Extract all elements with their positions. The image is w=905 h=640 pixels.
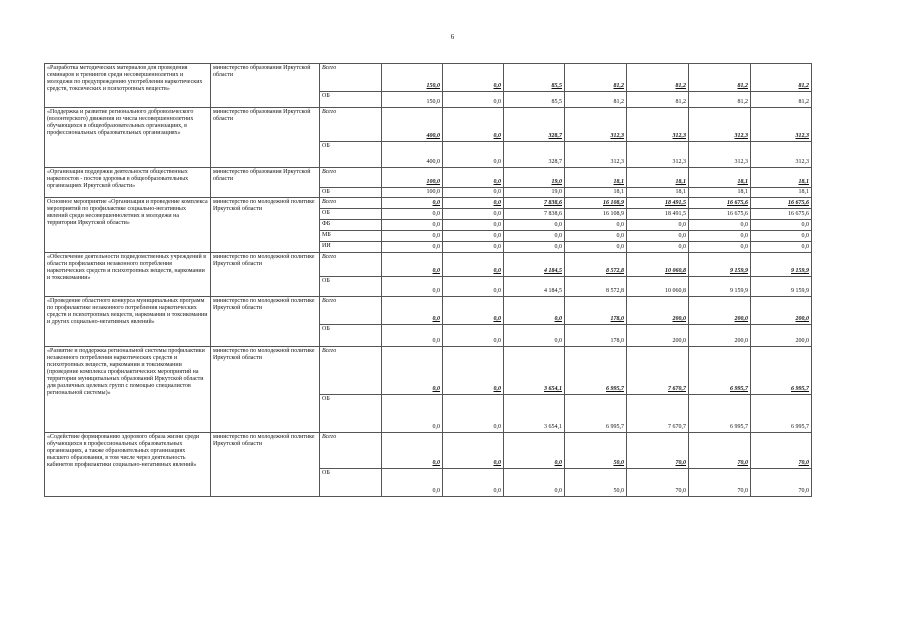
amount-cell: 312,3 [565, 142, 627, 168]
amount-cell: 18,1 [565, 168, 627, 188]
amount-cell: 0,0 [443, 242, 504, 253]
amount-cell: 0,0 [443, 347, 504, 395]
amount-cell: 8 572,8 [565, 277, 627, 297]
amount-cell: 0,0 [565, 242, 627, 253]
amount-cell: 18,1 [627, 188, 689, 198]
amount-cell: 0,0 [443, 209, 504, 220]
amount-cell: 70,0 [751, 469, 812, 497]
table-row [45, 168, 812, 188]
executor: министерство образования Иркутской области [211, 168, 320, 198]
amount-cell: 0,0 [382, 198, 443, 209]
amount-cell: 10 060,8 [627, 253, 689, 277]
amount-cell: 312,3 [689, 108, 751, 142]
budget-table [44, 63, 812, 497]
amount-cell: 200,0 [627, 325, 689, 347]
amount-cell: 6 995,7 [565, 395, 627, 433]
amount-cell: 18 491,5 [627, 209, 689, 220]
amount-cell: 0,0 [382, 395, 443, 433]
amount-cell: 7 670,7 [627, 347, 689, 395]
amount-cell: 18,1 [689, 168, 751, 188]
amount-cell: 0,0 [443, 92, 504, 108]
executor: министерство по молодежной политике Иркутской области [211, 253, 320, 297]
amount-cell: 400,0 [382, 108, 443, 142]
amount-cell: 10 060,8 [627, 277, 689, 297]
amount-cell: 312,3 [565, 108, 627, 142]
amount-cell: 19,0 [504, 188, 565, 198]
amount-cell: 0,0 [751, 220, 812, 231]
amount-cell: 6 995,7 [751, 395, 812, 433]
amount-cell: 0,0 [443, 253, 504, 277]
amount-cell: 6 995,7 [689, 395, 751, 433]
amount-cell: 400,0 [382, 142, 443, 168]
executor: министерство по молодежной политике Иркутской области [211, 198, 320, 253]
amount-cell: 0,0 [504, 242, 565, 253]
executor: министерство по молодежной политике Иркутской области [211, 433, 320, 497]
amount-cell: 328,7 [504, 142, 565, 168]
amount-cell: 100,0 [382, 188, 443, 198]
amount-cell: 81,2 [751, 64, 812, 92]
amount-cell: 0,0 [689, 220, 751, 231]
measure-name: «Содействие формированию здорового образа жизни среди обучающихся в профессиональных образовательных организациях, а также образовательных организациях высшего образования, в том числе через деятельность кабинетов профилактики социально-негативных явлений» [45, 433, 211, 497]
measure-name: «Разработка методических материалов для проведения семинаров и тренингов среди несовершеннолетних и молодежи по предупреждению употребления наркотических средств, токсических и психотропных веществ» [45, 64, 211, 108]
amount-cell: 9 159,9 [689, 277, 751, 297]
funding-source: ОБ [320, 277, 382, 297]
amount-cell: 81,2 [751, 92, 812, 108]
amount-cell: 200,0 [689, 297, 751, 325]
amount-cell: 81,2 [565, 64, 627, 92]
amount-cell: 0,0 [382, 209, 443, 220]
measure-name: «Поддержка и развитие регионального добровольческого (волонтерского) движения из числа несовершеннолетних обучающихся в общеобразовательных организациях, в профессиональных образовательных организациях» [45, 108, 211, 168]
amount-cell: 4 184,5 [504, 253, 565, 277]
amount-cell: 18,1 [627, 168, 689, 188]
amount-cell: 0,0 [443, 220, 504, 231]
amount-cell: 85,5 [504, 92, 565, 108]
funding-source: ОБ [320, 395, 382, 433]
executor: министерство по молодежной политике Иркутской области [211, 297, 320, 347]
table-row [45, 347, 812, 395]
funding-source: ОБ [320, 142, 382, 168]
amount-cell: 0,0 [382, 297, 443, 325]
amount-cell: 178,0 [565, 297, 627, 325]
amount-cell: 312,3 [751, 108, 812, 142]
amount-cell: 0,0 [689, 242, 751, 253]
amount-cell: 312,3 [627, 142, 689, 168]
funding-source: ОБ [320, 325, 382, 347]
amount-cell: 50,0 [565, 469, 627, 497]
amount-cell: 328,7 [504, 108, 565, 142]
amount-cell: 0,0 [443, 142, 504, 168]
funding-source: Всего [320, 198, 382, 209]
amount-cell: 0,0 [504, 231, 565, 242]
amount-cell: 16 675,6 [751, 198, 812, 209]
page-number: 6 [450, 33, 455, 41]
measure-name: «Проведение областного конкурса муниципальных программ по профилактике незаконного потребления наркотических средств и психотропных веществ, наркомании и токсикомании и других социально-негативных явлений» [45, 297, 211, 347]
amount-cell: 0,0 [689, 231, 751, 242]
measure-name: «Развитие и поддержка региональной системы профилактики незаконного потребления наркотических средств и психотропных веществ, наркомании и токсикомании (проведение комплекса профилактических мероприятий на территории муниципальных образований Иркутской области для различных целевых групп с помощью специалистов региональной системы)» [45, 347, 211, 433]
amount-cell: 0,0 [627, 220, 689, 231]
table-row [45, 64, 812, 92]
amount-cell: 0,0 [565, 231, 627, 242]
amount-cell: 3 654,1 [504, 347, 565, 395]
amount-cell: 81,2 [627, 92, 689, 108]
funding-source: ОБ [320, 469, 382, 497]
amount-cell: 0,0 [382, 253, 443, 277]
amount-cell: 16 675,6 [751, 209, 812, 220]
amount-cell: 0,0 [504, 325, 565, 347]
table-row [45, 433, 812, 469]
amount-cell: 19,0 [504, 168, 565, 188]
amount-cell: 0,0 [443, 325, 504, 347]
amount-cell: 200,0 [689, 325, 751, 347]
table-row [45, 253, 812, 277]
measure-name: «Обеспечение деятельности подведомственных учреждений в области профилактики незаконного потребления наркотических средств и психотропных веществ, наркомании и токсикомании» [45, 253, 211, 297]
amount-cell: 9 159,9 [751, 253, 812, 277]
amount-cell: 0,0 [443, 108, 504, 142]
funding-source: Всего [320, 253, 382, 277]
amount-cell: 16 675,6 [689, 198, 751, 209]
amount-cell: 70,0 [689, 433, 751, 469]
amount-cell: 0,0 [504, 469, 565, 497]
amount-cell: 18,1 [751, 188, 812, 198]
amount-cell: 18,1 [689, 188, 751, 198]
amount-cell: 3 654,1 [504, 395, 565, 433]
funding-source: ОБ [320, 209, 382, 220]
amount-cell: 0,0 [382, 433, 443, 469]
amount-cell: 0,0 [443, 395, 504, 433]
amount-cell: 0,0 [382, 242, 443, 253]
amount-cell: 16 108,9 [565, 198, 627, 209]
amount-cell: 81,2 [689, 64, 751, 92]
amount-cell: 200,0 [751, 297, 812, 325]
amount-cell: 0,0 [443, 188, 504, 198]
amount-cell: 81,2 [565, 92, 627, 108]
table-row [45, 297, 812, 325]
amount-cell: 18,1 [751, 168, 812, 188]
amount-cell: 9 159,9 [689, 253, 751, 277]
amount-cell: 200,0 [751, 325, 812, 347]
amount-cell: 200,0 [627, 297, 689, 325]
amount-cell: 81,2 [689, 92, 751, 108]
measure-name: «Организация поддержки деятельности общественных наркопостов - постов здоровья в общеобразовательных организациях Иркутской области» [45, 168, 211, 198]
table-row [45, 108, 812, 142]
amount-cell: 0,0 [382, 325, 443, 347]
amount-cell: 150,0 [382, 64, 443, 92]
amount-cell: 7 838,6 [504, 209, 565, 220]
amount-cell: 8 572,8 [565, 253, 627, 277]
amount-cell: 70,0 [627, 469, 689, 497]
amount-cell: 0,0 [443, 297, 504, 325]
measure-name: Основное мероприятие «Организация и проведение комплекса мероприятий по профилактике социально-негативных явлений среди несовершеннолетних и молодежи на территории Иркутской области» [45, 198, 211, 253]
amount-cell: 0,0 [504, 433, 565, 469]
amount-cell: 0,0 [443, 198, 504, 209]
amount-cell: 0,0 [382, 220, 443, 231]
amount-cell: 0,0 [443, 168, 504, 188]
amount-cell: 7 838,6 [504, 198, 565, 209]
funding-source: Всего [320, 108, 382, 142]
amount-cell: 0,0 [443, 469, 504, 497]
amount-cell: 4 184,5 [504, 277, 565, 297]
amount-cell: 16 675,6 [689, 209, 751, 220]
amount-cell: 312,3 [689, 142, 751, 168]
funding-source: ФБ [320, 220, 382, 231]
funding-source: МБ [320, 231, 382, 242]
amount-cell: 6 995,7 [689, 347, 751, 395]
amount-cell: 70,0 [627, 433, 689, 469]
funding-source: ИИ [320, 242, 382, 253]
amount-cell: 70,0 [751, 433, 812, 469]
amount-cell: 0,0 [504, 220, 565, 231]
amount-cell: 178,0 [565, 325, 627, 347]
amount-cell: 312,3 [751, 142, 812, 168]
amount-cell: 6 995,7 [751, 347, 812, 395]
amount-cell: 70,0 [689, 469, 751, 497]
amount-cell: 312,3 [627, 108, 689, 142]
amount-cell: 150,0 [382, 92, 443, 108]
amount-cell: 0,0 [382, 469, 443, 497]
amount-cell: 81,2 [627, 64, 689, 92]
amount-cell: 100,0 [382, 168, 443, 188]
amount-cell: 0,0 [443, 64, 504, 92]
amount-cell: 9 159,9 [751, 277, 812, 297]
amount-cell: 85,5 [504, 64, 565, 92]
funding-source: Всего [320, 168, 382, 188]
amount-cell: 16 108,9 [565, 209, 627, 220]
amount-cell: 50,0 [565, 433, 627, 469]
amount-cell: 0,0 [751, 231, 812, 242]
table-row [45, 198, 812, 209]
amount-cell: 0,0 [443, 277, 504, 297]
funding-source: Всего [320, 433, 382, 469]
amount-cell: 0,0 [382, 347, 443, 395]
funding-source: Всего [320, 64, 382, 92]
funding-source: ОБ [320, 92, 382, 108]
amount-cell: 7 670,7 [627, 395, 689, 433]
amount-cell: 0,0 [751, 242, 812, 253]
executor: министерство образования Иркутской области [211, 64, 320, 108]
funding-source: Всего [320, 347, 382, 395]
funding-source: Всего [320, 297, 382, 325]
amount-cell: 6 995,7 [565, 347, 627, 395]
executor: министерство по молодежной политике Иркутской области [211, 347, 320, 433]
amount-cell: 0,0 [504, 297, 565, 325]
amount-cell: 0,0 [627, 242, 689, 253]
amount-cell: 0,0 [565, 220, 627, 231]
amount-cell: 0,0 [443, 433, 504, 469]
amount-cell: 0,0 [382, 277, 443, 297]
amount-cell: 18 491,5 [627, 198, 689, 209]
amount-cell: 0,0 [443, 231, 504, 242]
funding-source: ОБ [320, 188, 382, 198]
amount-cell: 0,0 [382, 231, 443, 242]
amount-cell: 18,1 [565, 188, 627, 198]
executor: министерство образования Иркутской области [211, 108, 320, 168]
amount-cell: 0,0 [627, 231, 689, 242]
